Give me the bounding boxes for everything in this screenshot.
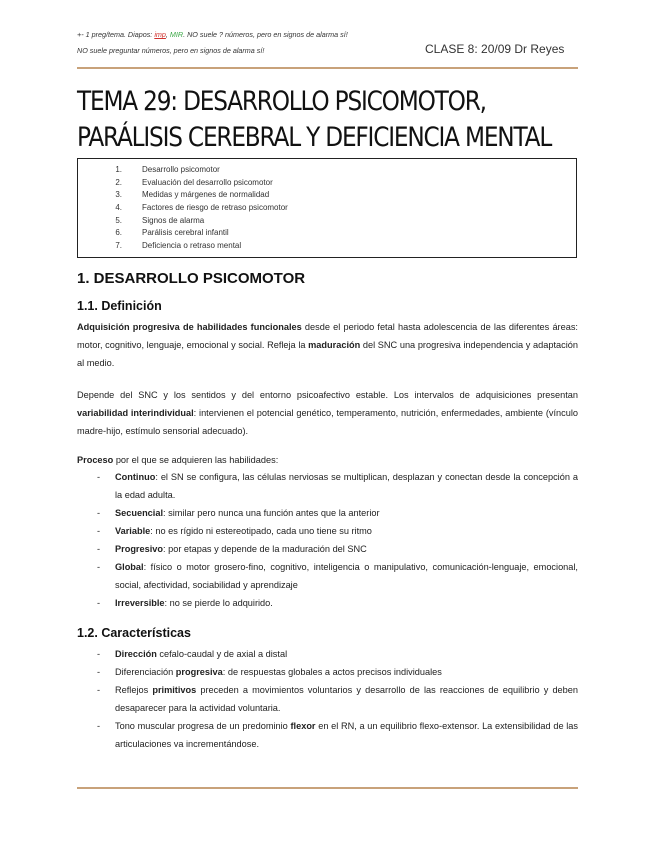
paragraph-text: Depende del SNC y los sentidos y del entorno psicoafectivo estable. Los intervalos de adquisiciones presentan (77, 390, 578, 400)
title-line-2: PARÁLISIS CEREBRAL Y DEFICIENCIA MENTAL (77, 122, 552, 153)
toc-item-number: 5. (115, 215, 122, 225)
list-item (77, 468, 578, 504)
toc-item-label: Factores de riesgo de retraso psicomotor (142, 202, 288, 212)
bold-term: progresiva (175, 667, 223, 677)
bullet-dash: - (97, 598, 101, 608)
process-list (77, 468, 578, 612)
toc-item-label: Signos de alarma (142, 215, 205, 225)
toc-item-number: 6. (115, 228, 122, 238)
toc-item (78, 163, 576, 176)
toc-item (78, 214, 576, 227)
subsection-heading-caracteristicas: 1.2. Características (77, 626, 191, 640)
bold-term: variabilidad interindividual (77, 408, 194, 418)
toc-item-number: 7. (115, 240, 122, 250)
toc-item (78, 201, 576, 214)
mir-tag: MIR (169, 30, 184, 39)
bullet-dash: - (97, 667, 101, 677)
bullet-dash: - (97, 562, 101, 572)
bullet-dash: - (97, 472, 101, 482)
toc-item-number: 2. (115, 177, 122, 187)
list-item (77, 663, 578, 681)
toc-item (78, 239, 576, 252)
toc-item-number: 3. (115, 190, 122, 200)
top-divider (77, 67, 578, 69)
toc-item (78, 226, 576, 239)
toc-item-label: Deficiencia o retraso mental (142, 240, 242, 250)
list-item-text: : no es rígido ni estereotipado, cada uno tiene su ritmo (150, 526, 372, 536)
toc-item-label: Medidas y márgenes de normalidad (142, 190, 270, 200)
table-of-contents (77, 158, 577, 258)
list-item (77, 681, 578, 717)
toc-item-label: Evaluación del desarrollo psicomotor (142, 177, 273, 187)
bold-term: Continuo (115, 472, 156, 482)
page-title (77, 84, 552, 156)
list-item (77, 504, 578, 522)
list-item (77, 558, 578, 594)
list-item (77, 645, 578, 663)
toc-item-label: Desarrollo psicomotor (142, 164, 220, 174)
list-item-text: en el RN, a un equilibrio flexo-extensor. La extensibilidad de las articulaciones va incrementándose. (115, 721, 578, 749)
header-note-1 (77, 30, 348, 39)
bold-term: Dirección (115, 649, 157, 659)
list-item (77, 522, 578, 540)
process-intro-paragraph (77, 451, 578, 469)
bullet-dash: - (97, 685, 101, 695)
class-info: CLASE 8: 20/09 Dr Reyes (425, 42, 565, 56)
paragraph-text: por el que se adquieren las habilidades: (113, 455, 279, 465)
list-item-text: : similar pero nunca una función antes que la anterior (163, 508, 380, 518)
header-note-2: NO suele preguntar números, pero en signos de alarma sí! (77, 46, 265, 55)
header-note-1-sep: , (165, 30, 170, 39)
bullet-dash: - (97, 721, 101, 731)
bullet-dash: - (97, 649, 101, 659)
bold-term: Global (115, 562, 144, 572)
paragraph-text: : intervienen el potencial genético, temperamento, nutrición, enfermedades, ambiente (vínculo madre-hijo, estímulo sensorial adecuado). (77, 408, 579, 436)
bold-term: flexor (290, 721, 316, 731)
bottom-divider (77, 787, 578, 789)
bold-term: Secuencial (115, 508, 164, 518)
bullet-dash: - (97, 544, 101, 554)
bullet-dash: - (97, 508, 101, 518)
list-item (77, 540, 578, 558)
bold-term: Irreversible (115, 598, 165, 608)
imp-tag: imp (154, 30, 166, 39)
bold-term: Variable (115, 526, 151, 536)
list-item-text: : por etapas y depende de la maduración del SNC (163, 544, 367, 554)
header-note-1-suffix: . NO suele ? números, pero en signos de alarma sí! (183, 30, 348, 39)
list-item-text: : de respuestas globales a actos precisos individuales (222, 667, 442, 677)
bold-term: maduración (308, 340, 361, 350)
paragraph-text: desde el periodo fetal hasta adolescencia de las diferentes áreas: motor, cognitivo, lenguaje, emocional y social. Refleja la (77, 322, 578, 350)
list-item-text: : físico o motor grosero-fino, cognitivo, inteligencia o manipulativo, comunicación-lenguaje, emocional, social, afectividad, sociabilidad y aprendizaje (115, 562, 578, 590)
bold-term: primitivos (152, 685, 197, 695)
toc-item (78, 188, 576, 201)
title-line-1: TEMA 29: DESARROLLO PSICOMOTOR, (77, 86, 486, 117)
toc-item-label: Parálisis cerebral infantil (142, 228, 229, 238)
list-item-text: Reflejos (115, 685, 153, 695)
list-item (77, 717, 578, 753)
list-item-text: preceden a movimientos voluntarios y desarrollo de las reacciones de equilibrio y deben desaparecer para la actividad voluntaria. (115, 685, 578, 713)
toc-item-number: 1. (115, 164, 122, 174)
toc-item (78, 176, 576, 189)
bold-term: Proceso (77, 455, 114, 465)
toc-item-number: 4. (115, 202, 122, 212)
subsection-heading-definicion: 1.1. Definición (77, 299, 162, 313)
bold-term: Adquisición progresiva de habilidades funcionales (77, 322, 302, 332)
definition-paragraph (77, 318, 578, 372)
bold-term: Progresivo (115, 544, 163, 554)
header-note-1-prefix: +- 1 preg/tema. Diapos: (77, 30, 155, 39)
variability-paragraph (77, 386, 578, 440)
list-item-text: Diferenciación (115, 667, 176, 677)
paragraph-text: del SNC una progresiva independencia y adaptación al medio. (77, 340, 578, 368)
bullet-dash: - (97, 526, 101, 536)
list-item-text: cefalo-caudal y de axial a distal (156, 649, 288, 659)
section-heading: 1. DESARROLLO PSICOMOTOR (77, 270, 306, 287)
list-item-text: Tono muscular progresa de un predominio (115, 721, 291, 731)
list-item-text: : no se pierde lo adquirido. (164, 598, 273, 608)
list-item-text: : el SN se configura, las células nerviosas se multiplican, desplazan y conectan desde la concepción a la edad adulta. (115, 472, 578, 500)
characteristics-list (77, 645, 578, 753)
list-item (77, 594, 578, 612)
